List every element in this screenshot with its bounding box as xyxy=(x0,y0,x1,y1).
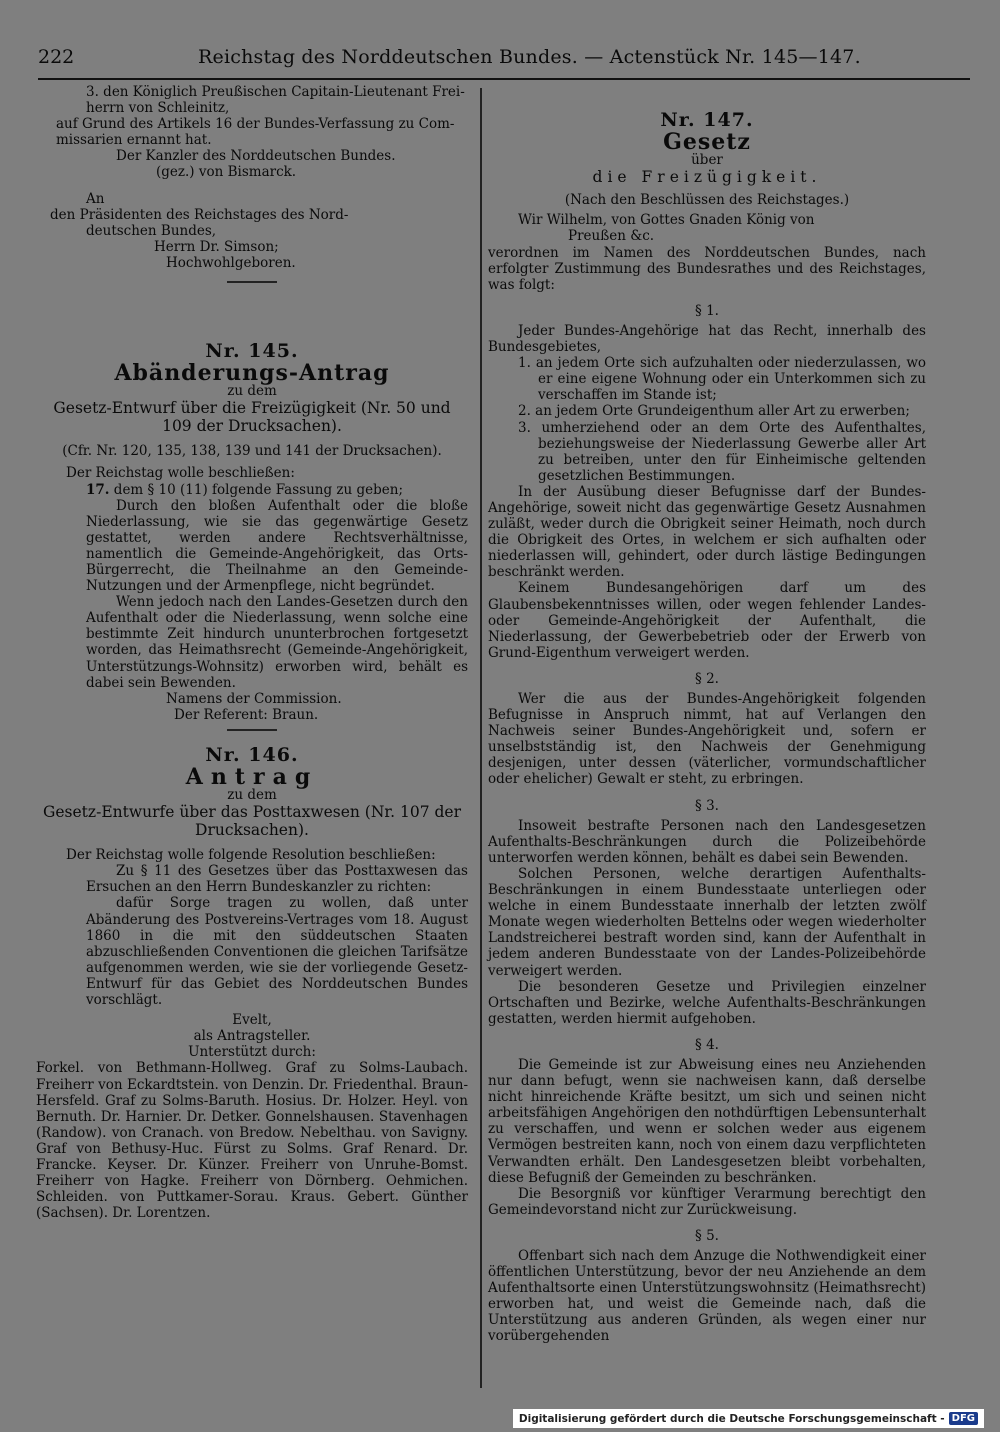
body-paragraph: Die besonderen Gesetze und Privilegien einzelner Ortschaften und Bezirke, welche Aufenthalts-Beschränkungen gestatten, werden hiermit aufgehoben. xyxy=(488,978,926,1027)
verordnen-paragraph: verordnen im Namen des Norddeutschen Bundes, nach erfolgter Zustimmung des Bundesrathes und des Reichstages, was folgt: xyxy=(488,244,926,293)
address-line: Hochwohlgeboren. xyxy=(166,254,296,271)
address-line: Herrn Dr. Simson; xyxy=(154,238,279,255)
body-paragraph: Wer die aus der Bundes-Angehörigkeit folgenden Befugnisse in Anspruch nimmt, hat auf Verlangen den Nachweis seiner Bundes-Angehörigkeit und, sofern er unselbstständig ist, den Nachweis der Genehmigung desjenigen, unter dessen (väterlicher, vormundschaftlicher oder ehelicher) Gewalt er steht, zu erbringen. xyxy=(488,691,926,788)
cfr-note: (Cfr. Nr. 120, 135, 138, 139 und 141 der Drucksachen). xyxy=(62,443,442,460)
body-paragraph: Insoweit bestrafte Personen nach den Landesgesetzen Aufenthalts-Beschränkungen durch die Polizeibehörde unterworfen werden können, behält es dabei sein Bewenden. xyxy=(488,817,926,866)
document-number: Nr. 146. xyxy=(205,743,299,766)
body-paragraph: Durch den bloßen Aufenthalt oder die bloße Niederlassung, wie sie das gegenwärtige Gesetz gestattet, werden andere Rechtsverhältnisse, namentlich die Gemeinde-Angehörigkeit, das Orts-Bürgerrecht, die Theilnahme an den Gemeinde-Nutzungen und der Armenpflege, nicht begründet. xyxy=(86,497,468,595)
address-line: An xyxy=(86,190,105,207)
body-paragraph: In der Ausübung dieser Befugnisse darf der Bundes-Angehörige, soweit nicht das gegenwärtige Gesetz Ausnahmen zuläßt, weder durch die Obrigkeit seiner Heimath, noch durch die Obrigkeit des Ortes, in welchem er sich aufhalten oder niederlassen will, gehindert, oder durch lästige Bedingungen beschränkt werden. xyxy=(488,483,926,581)
section-rule xyxy=(227,281,277,283)
ueber: über xyxy=(691,152,723,169)
left-column xyxy=(36,84,468,1221)
body-paragraph: Jeder Bundes-Angehörige hat das Recht, innerhalb des Bundesgebietes, xyxy=(488,322,926,356)
zu-dem: zu dem xyxy=(227,787,277,804)
subject-line: Drucksachen). xyxy=(195,821,309,840)
document-title: Antrag xyxy=(185,764,319,790)
supporters-list: Forkel. von Bethmann-Hollweg. Graf zu Solms-Laubach. Freiherr von Eckardtstein. von Denzin. Dr. Friedenthal. Braun-Hersfeld. Graf zu Solms-Baruth. Hosius. Dr. Holzer. Heyl. von Bernuth. Dr. Harnier. Dr. Detker. Gonnelshausen. Stavenhagen (Randow). von Cranach. von Bredow. Nebelthau. von Savigny. Graf von Bethusy-Huc. Fürst zu Solms. Graf Renard. Dr. Francke. Keyser. Dr. Künzer. Freiherr von Unruhe-Bomst. Freiherr von Hagke. Freiherr von Dörnberg. Oehmichen. Schleiden. von Puttkamer-Sorau. Kraus. Gebert. Günther (Sachsen). Dr. Lorentzen. xyxy=(36,1060,468,1222)
address-line: den Präsidenten des Reichstages des Nord- xyxy=(50,206,349,223)
body-paragraph: Die Gemeinde ist zur Abweisung eines neu Anziehenden nur dann befugt, wenn sie nachweisen kann, daß derselbe nicht hinreichende Kräfte besitzt, um sich und seinen nicht arbeitsfähigen Angehörigen den nothdürftigen Lebensunterhalt zu verschaffen, und wenn er solchen weder aus eigenem Vermögen bestreiten kann, noch von einem dazu verpflichteten Verwandten erhält. Den Landesgesetzen bleibt vorbehalten, diese Befugniß der Gemeinden zu beschränken. xyxy=(488,1056,926,1186)
document-number: Nr. 145. xyxy=(205,340,299,363)
text-line: auf Grund des Artikels 16 der Bundes-Verfassung zu Com- xyxy=(56,116,455,133)
kanzler-signature: (gez.) von Bismarck. xyxy=(156,164,297,181)
kanzler-line: Der Kanzler des Norddeutschen Bundes. xyxy=(116,148,396,165)
right-column xyxy=(488,84,926,1345)
body-paragraph: Keinem Bundesangehörigen darf um des Glaubensbekenntnisses willen, oder wegen fehlender Landes- oder Gemeinde-Angehörigkeit der Aufenthalt, die Niederlassung, der Gewerbebetrieb oder der Erwerb von Grund-Eigenthum verweigert werden. xyxy=(488,580,926,661)
section-heading: § 1. xyxy=(695,302,719,319)
royal-line: Wir Wilhelm, von Gottes Gnaden König von xyxy=(518,212,815,229)
commission-line: Namens der Commission. xyxy=(166,690,342,707)
section-heading: § 4. xyxy=(695,1036,719,1053)
body-paragraph: Wenn jedoch nach den Landes-Gesetzen durch den Aufenthalt oder die Niederlassung, wenn solche eine bestimmte Zeit hindurch ununterbrochen fortgesetzt worden, das Heimathsrecht (Gemeinde-Angehörigkeit, Unterstützungs-Wohnsitz) erworben wird, behält es dabei sein Bewenden. xyxy=(86,594,468,691)
text-line: 3. den Königlich Preußischen Capitain-Lieutenant Frei- xyxy=(86,84,465,100)
item-number: 17. xyxy=(86,481,110,498)
list-item: 2. an jedem Orte Grundeigenthum aller Art zu erwerben; xyxy=(518,403,910,420)
document-title: Gesetz xyxy=(663,129,751,156)
document-number: Nr. 147. xyxy=(660,109,754,131)
nach-beschluessen: (Nach den Beschlüssen des Reichstages.) xyxy=(564,192,850,209)
subject-line: Gesetz-Entwurf über die Freizügigkeit (Nr. 50 und xyxy=(53,399,451,418)
running-head: Reichstag des Norddeutschen Bundes. — Actenstück Nr. 145—147. xyxy=(198,46,861,68)
body-paragraph: Solchen Personen, welche derartigen Aufenthalts-Beschränkungen in einem Bundesstaate unterliegen oder welche in einem Bundesstaate innerhalb der letzten zwölf Monate wegen wiederholten Bettelns oder wegen wiederholter Landstreicherei bestraft worden sind, kann der Aufenthalt in jedem anderen Bundesstaate von der Landes-Polizeibehörde verweigert werden. xyxy=(488,865,926,979)
column-divider xyxy=(480,88,482,1388)
digitization-footer xyxy=(513,1409,984,1428)
body-paragraph: Zu § 11 des Gesetzes über das Posttaxwesen das Ersuchen an den Herrn Bundeskanzler zu richten: xyxy=(86,863,468,896)
list-item: 3. umherziehend oder an dem Orte des Aufenthaltes, beziehungsweise der Niederlassung Gewerbe aller Art zu betreiben, unter den für Einheimische geltenden gesetzlichen Bestimmungen. xyxy=(518,419,926,484)
list-item: 1. an jedem Orte sich aufzuhalten oder niederzulassen, wo er eine eigene Wohnung oder ein Unterkommen sich zu verschaffen im Stande ist; xyxy=(518,355,926,404)
resolution-intro: Der Reichstag wolle folgende Resolution beschließen: xyxy=(66,847,436,864)
applicant-name: Evelt, xyxy=(232,1012,272,1029)
section-heading: § 5. xyxy=(695,1227,719,1244)
page-number: 222 xyxy=(38,46,75,68)
section-heading: § 2. xyxy=(695,670,719,687)
resolution-intro: Der Reichstag wolle beschließen: xyxy=(66,465,295,482)
body-paragraph: Die Besorgniß vor künftiger Verarmung berechtigt den Gemeindevorstand nicht zur Zurückweisung. xyxy=(488,1185,926,1218)
section-rule xyxy=(227,729,277,731)
applicant-role: als Antragsteller. xyxy=(193,1028,311,1045)
item-text: dem § 10 (11) folgende Fassung zu geben; xyxy=(113,481,404,498)
referent-line: Der Referent: Braun. xyxy=(174,706,319,723)
zu-dem: zu dem xyxy=(227,383,277,400)
document-title: Abänderungs-Antrag xyxy=(114,360,390,387)
text-line: herrn von Schleinitz, xyxy=(86,100,230,117)
address-line: deutschen Bundes, xyxy=(86,222,217,239)
section-heading: § 3. xyxy=(695,797,719,814)
subject-line: 109 der Drucksachen). xyxy=(162,417,342,436)
supported-by: Unterstützt durch: xyxy=(188,1044,316,1061)
law-subject: die Freizügigkeit. xyxy=(592,168,822,187)
royal-line: Preußen &c. xyxy=(568,228,655,245)
footer-text: Digitalisierung gefördert durch die Deutsche Forschungsgemeinschaft - xyxy=(518,1412,945,1425)
dfg-logo-icon: DFG xyxy=(949,1412,978,1425)
text-line: missarien ernannt hat. xyxy=(56,132,212,149)
page-header xyxy=(38,44,970,80)
body-paragraph: dafür Sorge tragen zu wollen, daß unter Abänderung des Postvereins-Vertrages vom 18. August 1860 in die mit den süddeutschen Staaten abzuschließenden Conventionen die gleichen Tarifsätze aufgenommen werden, wie sie der vorliegende Gesetz-Entwurf für das Gebiet des Norddeutschen Bundes vorschlägt. xyxy=(86,895,468,1009)
body-paragraph: Offenbart sich nach dem Anzuge die Nothwendigkeit einer öffentlichen Unterstützung, bevor der neu Anziehende an dem Aufenthaltsorte einen Unterstützungswohnsitz (Heimathsrecht) erworben hat, und weist die Gemeinde nach, daß die Unterstützung aus anderen Gründen, als wegen einer nur vorübergehenden xyxy=(488,1248,926,1345)
subject-line: Gesetz-Entwurfe über das Posttaxwesen (Nr. 107 der xyxy=(43,803,461,822)
